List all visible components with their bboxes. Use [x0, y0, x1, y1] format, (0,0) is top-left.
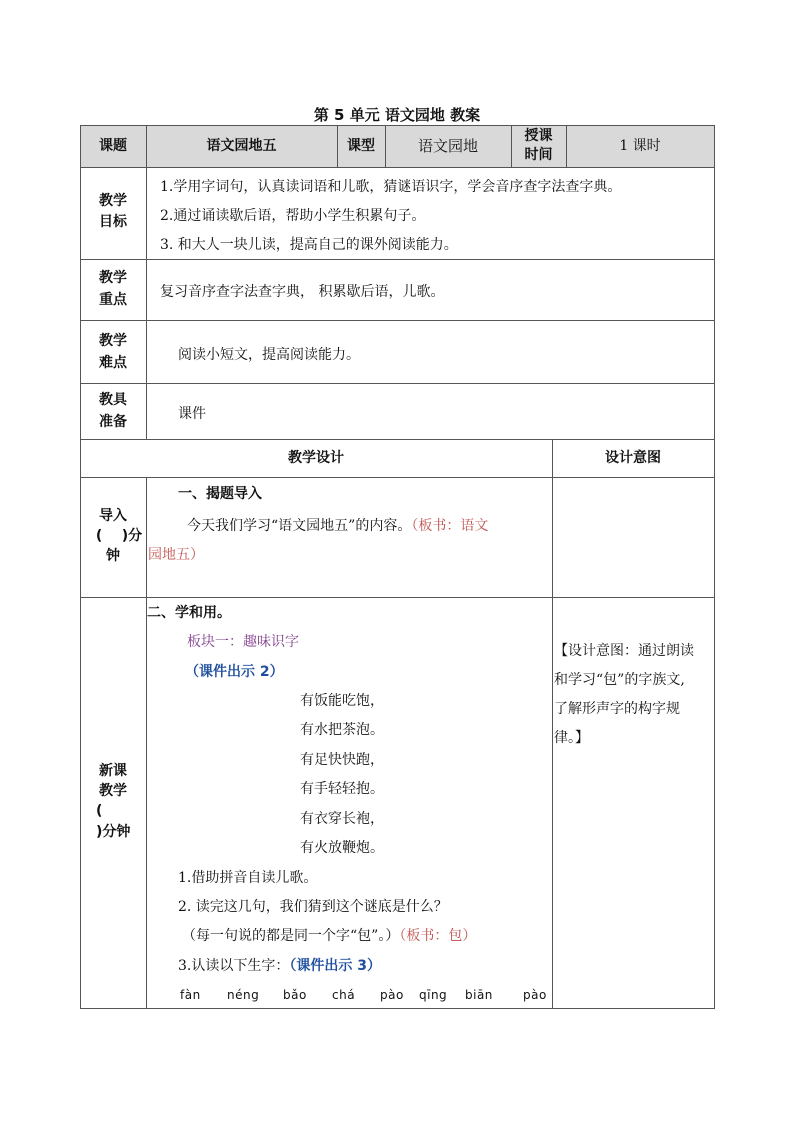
poem-line: 有足快快跑， [300, 752, 384, 768]
intro-note-a: （板书：语文 [411, 518, 489, 534]
intro-text-main: 今天我们学习“语文园地五”的内容。 [187, 518, 412, 534]
new-label-3: ( [96, 803, 103, 819]
pinyin-syllable: pào [523, 988, 547, 1002]
new-label-1: 新课 [99, 763, 127, 779]
row-line [80, 167, 715, 168]
pinyin-syllable: bǎo [283, 988, 307, 1002]
label-time-2: 时间 [524, 147, 553, 163]
pinyin-syllable: fàn [180, 988, 201, 1002]
tools-label-1: 教具 [99, 392, 127, 408]
step-2: 2. 读完这几句，我们猜到这个谜底是什么？ [178, 899, 448, 915]
difficulty-text: 阅读小短文，提高阅读能力。 [178, 347, 360, 363]
design-header-left: 教学设计 [288, 450, 344, 466]
col-line [714, 125, 715, 1009]
topic-value: 语文园地五 [206, 138, 277, 154]
step-3-text: 3.认读以下生字： [178, 958, 290, 974]
page-title: 第 5 单元 语文园地 教案 [313, 106, 481, 124]
pinyin-syllable: chá [332, 988, 356, 1002]
intro-label-3: 钟 [106, 548, 120, 564]
lesson-plan-table [80, 125, 715, 1009]
courseware-2: （课件出示 2） [185, 664, 284, 680]
poem-line: 有手轻轻抱。 [300, 781, 384, 797]
row-line [80, 320, 715, 321]
col-line [146, 125, 147, 439]
difficulty-label-2: 难点 [99, 355, 127, 371]
intro-note-b: 园地五） [148, 547, 204, 563]
pinyin-syllable: néng [227, 988, 260, 1002]
pinyin-syllable: pào [380, 988, 404, 1002]
goal-item-1: 1.学用字词句，认真读词语和儿歌，猜谜语识字，学会音序查字法查字典。 [160, 179, 622, 195]
label-type: 课型 [347, 138, 375, 154]
focus-label-2: 重点 [99, 292, 127, 308]
intro-label-2: ( )分 [95, 528, 143, 544]
intent-line: 和学习“包”的字族文, [554, 672, 685, 688]
intro-text [187, 516, 488, 536]
row-line [80, 439, 715, 440]
goals-label-2: 目标 [99, 214, 127, 230]
new-label-2: 教学 [99, 783, 127, 799]
goal-item-2: 2.通过诵读歇后语，帮助小学生积累句子。 [160, 208, 426, 224]
poem-line: 有饭能吃饱， [300, 693, 384, 709]
step-2-paren: （每一句说的都是同一个字“包”。） [182, 928, 400, 944]
focus-label-1: 教学 [99, 270, 127, 286]
goals-label-1: 教学 [99, 193, 127, 209]
poem-line: 有衣穿长袍， [300, 811, 384, 827]
step-1: 1.借助拼音自读儿歌。 [178, 870, 318, 886]
col-line [80, 125, 81, 1009]
difficulty-label-1: 教学 [99, 333, 127, 349]
row-line [80, 1008, 715, 1009]
poem-line: 有水把茶泡。 [300, 722, 384, 738]
col-line [552, 439, 553, 1008]
row-line [80, 477, 715, 478]
step-2-detail [182, 926, 476, 946]
step-3 [178, 956, 381, 976]
block-title: 板块一：趣味识字 [187, 634, 299, 650]
intent-line: 律。】 [554, 730, 589, 746]
row-line [80, 597, 715, 598]
courseware-3: （课件出示 3） [289, 958, 381, 974]
col-line [146, 477, 147, 1008]
focus-text: 复习音序查字法查字典， 积累歇后语，儿歌。 [160, 284, 445, 300]
pinyin-syllable: qīng [419, 988, 448, 1002]
type-value: 语文园地 [417, 137, 478, 155]
intro-heading: 一、揭题导入 [178, 486, 262, 502]
row-line [80, 259, 715, 260]
poem-line: 有火放鞭炮。 [300, 840, 384, 856]
label-time-1: 授课 [524, 128, 553, 144]
row-line [80, 125, 715, 126]
new-heading: 二、学和用。 [147, 605, 231, 621]
tools-text: 课件 [178, 406, 206, 422]
intent-line: 【设计意图：通过朗读 [554, 643, 694, 659]
new-label-4: )分钟 [96, 824, 131, 840]
step-2-note: （板书：包） [399, 928, 477, 944]
row-line [80, 383, 715, 384]
time-value: 1 课时 [619, 138, 661, 154]
pinyin-syllable: biān [465, 988, 493, 1002]
tools-label-2: 准备 [99, 414, 127, 430]
goal-item-3: 3. 和大人一块儿读，提高自己的课外阅读能力。 [160, 237, 458, 253]
label-topic: 课题 [99, 138, 127, 154]
design-header-right: 设计意图 [605, 450, 661, 466]
intent-line: 了解形声字的构字规 [554, 701, 680, 717]
intro-label-1: 导入 [99, 508, 127, 524]
